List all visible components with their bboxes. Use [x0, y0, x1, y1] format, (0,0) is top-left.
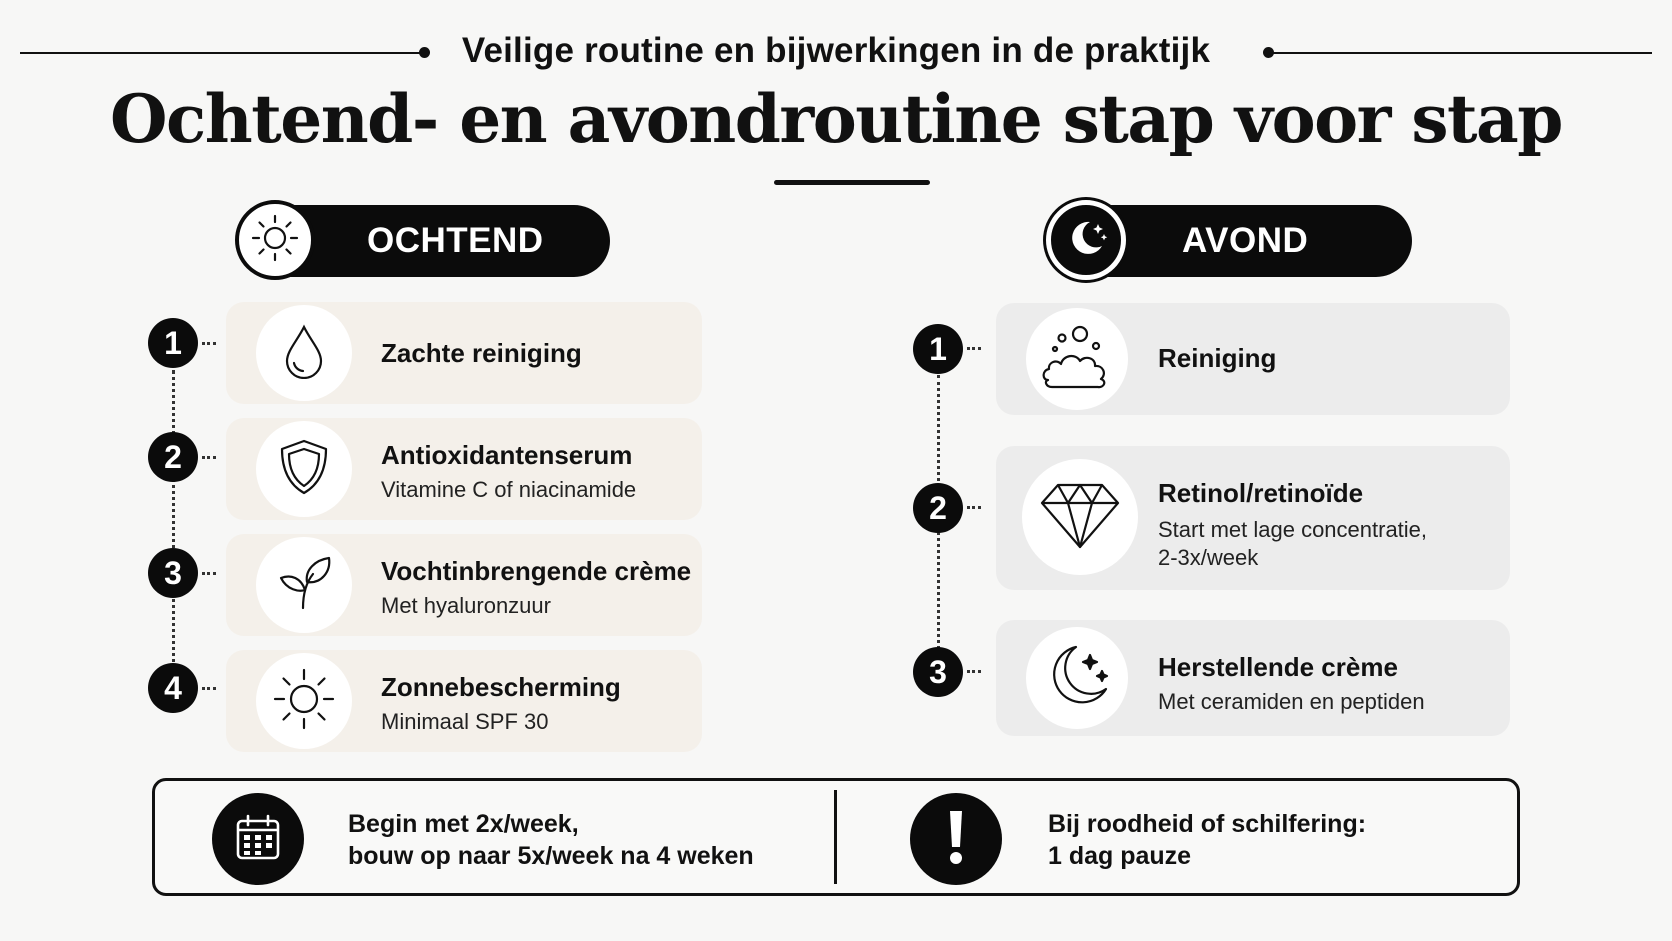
tips-divider — [834, 790, 837, 884]
tip-left-line2: bouw op naar 5x/week na 4 weken — [348, 842, 754, 870]
morning-label: OCHTEND — [367, 221, 544, 260]
morning-step-3-title: Vochtinbrengende crème — [381, 556, 692, 586]
evening-step-3-subtitle: Met ceramiden en peptiden — [1158, 689, 1425, 714]
diamond-icon — [1038, 479, 1122, 556]
tip-right-line1: Bij roodheid of schilfering: — [1048, 810, 1367, 838]
morning-timeline-line — [172, 370, 175, 670]
morning-step-1-card — [226, 302, 702, 404]
morning-step-2-subtitle: Vitamine C of niacinamide — [381, 477, 637, 502]
sun-icon — [271, 666, 337, 737]
exclamation-icon — [941, 807, 971, 872]
morning-step-2-title: Antioxidantenserum — [381, 440, 633, 470]
evening-step-2-connector — [967, 506, 981, 509]
morning-step-2-card — [226, 418, 702, 520]
header-rule-right — [1268, 52, 1652, 54]
morning-step-3-card — [226, 534, 702, 636]
morning-step-4-title: Zonnebescherming — [381, 672, 621, 702]
morning-step-3-icon-circle — [256, 537, 352, 633]
page-subtitle: Veilige routine en bijwerkingen in de praktijk — [461, 31, 1211, 70]
morning-step-2-connector — [202, 456, 216, 459]
moon-stars-icon — [1060, 212, 1112, 269]
evening-step-2-number: 2 — [913, 483, 963, 533]
page-title: Ochtend- en avondroutine stap voor stap — [110, 80, 1562, 158]
evening-step-1-card — [996, 303, 1510, 415]
evening-step-2-title: Retinol/retinoïde — [1158, 478, 1364, 508]
morning-step-2-icon-circle — [256, 421, 352, 517]
morning-step-3-connector — [202, 572, 216, 575]
morning-step-1-connector — [202, 342, 216, 345]
morning-step-3-subtitle: Met hyaluronzuur — [381, 593, 551, 618]
morning-sun-badge — [235, 200, 315, 280]
evening-step-1-icon-circle — [1026, 308, 1128, 410]
sun-icon — [249, 212, 301, 269]
calendar-icon-badge — [212, 793, 304, 885]
morning-step-4-subtitle: Minimaal SPF 30 — [381, 709, 549, 734]
foam-bubbles-icon — [1040, 324, 1114, 395]
morning-step-4-card — [226, 650, 702, 752]
evening-step-3-icon-circle — [1026, 627, 1128, 729]
evening-step-3-connector — [967, 670, 981, 673]
evening-step-2-subtitle-line2: 2-3x/week — [1158, 545, 1259, 570]
droplet-icon — [279, 323, 329, 384]
evening-moon-badge — [1046, 200, 1126, 280]
moon-stars-icon — [1040, 639, 1114, 718]
title-underline — [774, 180, 930, 185]
morning-step-2-number: 2 — [148, 432, 198, 482]
shield-icon — [276, 437, 332, 502]
evening-step-3-card — [996, 620, 1510, 736]
evening-step-1-connector — [967, 347, 981, 350]
evening-step-1-title: Reiniging — [1158, 343, 1277, 373]
calendar-icon — [233, 812, 283, 867]
morning-step-1-number: 1 — [148, 318, 198, 368]
leaf-icon — [273, 552, 335, 619]
evening-step-3-number: 3 — [913, 647, 963, 697]
evening-step-1-number: 1 — [913, 324, 963, 374]
morning-step-3-number: 3 — [148, 548, 198, 598]
evening-label: AVOND — [1182, 221, 1309, 260]
evening-step-2-icon-circle — [1022, 459, 1138, 575]
tip-right-line2: 1 dag pauze — [1048, 842, 1192, 870]
tip-left-line1: Begin met 2x/week, — [348, 810, 579, 838]
evening-step-3-title: Herstellende crème — [1158, 652, 1398, 682]
morning-step-4-number: 4 — [148, 663, 198, 713]
evening-step-2-card — [996, 446, 1510, 590]
morning-step-4-icon-circle — [256, 653, 352, 749]
exclamation-icon-badge — [910, 793, 1002, 885]
morning-step-1-icon-circle — [256, 305, 352, 401]
morning-step-1-title: Zachte reiniging — [381, 338, 582, 368]
morning-step-4-connector — [202, 687, 216, 690]
evening-step-2-subtitle-line1: Start met lage concentratie, — [1158, 517, 1428, 542]
